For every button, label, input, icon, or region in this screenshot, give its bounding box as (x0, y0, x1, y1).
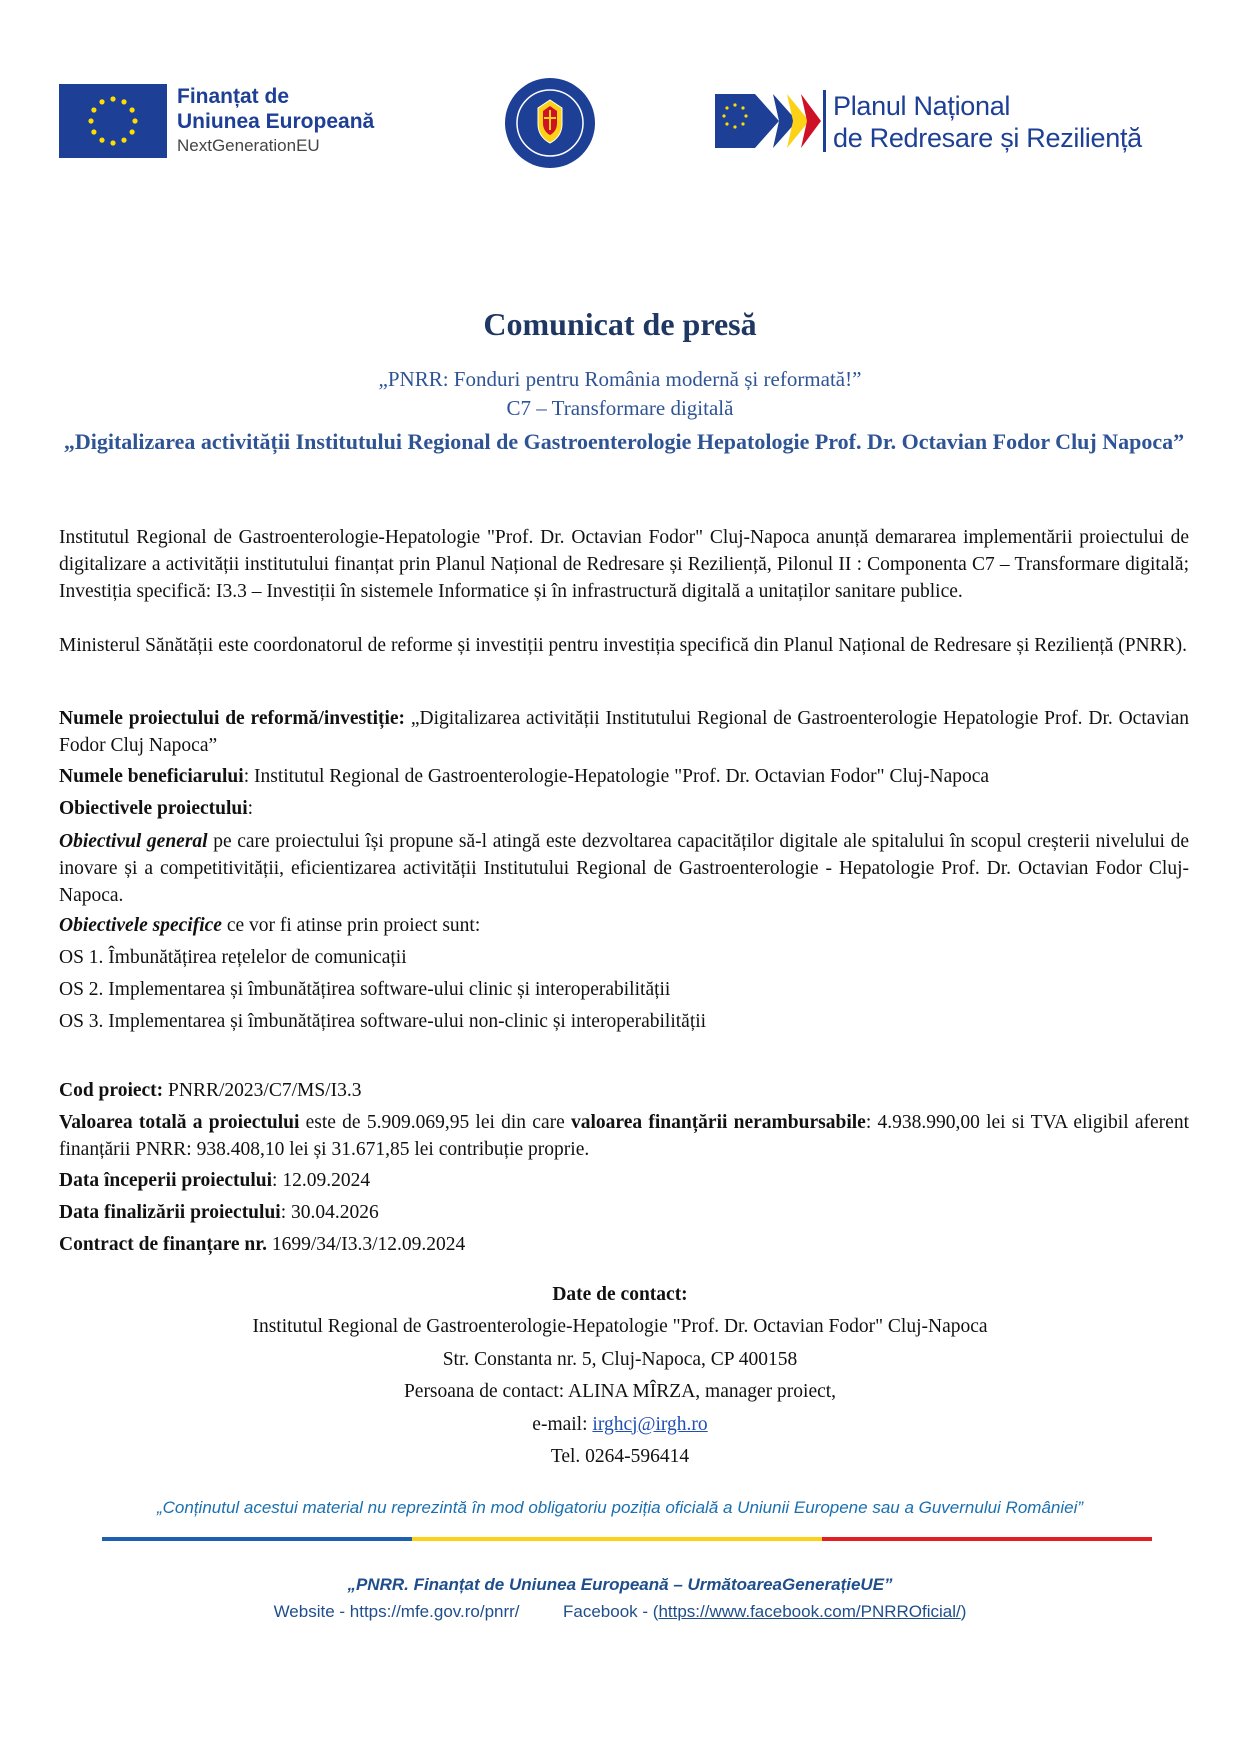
contract-value: 1699/34/I3.3/12.09.2024 (267, 1234, 466, 1255)
eu-logo-line1: Finanțat de (177, 85, 290, 108)
pnrr-logo (713, 86, 1183, 158)
eu-star (132, 118, 137, 123)
list-item: OS 1. Îmbunătățirea rețelelor de comunicații (59, 947, 407, 968)
total-value-text: este de 5.909.069,95 lei din care (299, 1112, 571, 1133)
beneficiary-value: : Institutul Regional de Gastroenterologie-Hepatologie "Prof. Dr. Octavian Fodor" Cluj-Napoca (243, 766, 990, 787)
eu-star (130, 107, 135, 112)
footer-links (0, 1602, 1240, 1622)
pnrr-arrow-icon (713, 86, 825, 156)
component-label: C7 – Transformare digitală (506, 396, 734, 420)
government-seal-icon (503, 76, 597, 170)
pnrr-logo-line2: de Redresare și Reziliență (833, 123, 1142, 153)
project-title: „Digitalizarea activității Institutului Regional de Gastroenterologie Hepatologie Prof. Dr. Octavian Fodor Cluj Napoca” (63, 429, 1185, 454)
eu-logo-line3: NextGenerationEU (177, 136, 320, 155)
start-date-line (59, 1167, 1189, 1194)
pnrr-divider (823, 90, 826, 152)
start-date-label: Data începerii proiectului (59, 1170, 273, 1191)
eu-star (88, 118, 93, 123)
project-code-label: Cod proiect: (59, 1080, 164, 1101)
general-objective-label: Obiectivul general (59, 831, 208, 852)
total-value-label: Valoarea totală a proiectului (59, 1112, 300, 1133)
website-link[interactable]: Website - https://mfe.gov.ro/pnrr/ (273, 1602, 520, 1621)
tricolor-divider (102, 1537, 1152, 1541)
project-name-value: „Digitalizarea activității Institutului Regional de Gastroenterologie Hepatologie Prof. Dr. Octavian Fodor Cluj Napoca” (59, 708, 1189, 756)
eu-logo-line2: Uniunea Europeană (177, 110, 375, 133)
start-date-value: : 12.09.2024 (272, 1170, 371, 1191)
eu-star (121, 99, 126, 104)
objectives-heading (59, 795, 1189, 822)
beneficiary-label: Numele beneficiarului (59, 766, 244, 787)
specific-objectives (59, 912, 1189, 939)
specific-objectives-label: Obiectivele specifice (59, 915, 222, 936)
pnrr-logo-line1: Planul Național (833, 91, 1011, 121)
eu-star (110, 140, 115, 145)
facebook-close: ) (960, 1602, 967, 1621)
footer-slogan: „PNRR. Finanțat de Uniunea Europeană – UrmătoareaGenerațieUE” (347, 1575, 893, 1594)
facebook-link[interactable]: https://www.facebook.com/PNRROficial/ (658, 1602, 961, 1621)
email-link[interactable]: irghcj@irgh.ro (592, 1413, 708, 1435)
project-name-label: Numele proiectului de reformă/investiție: (59, 708, 406, 729)
eu-star (91, 129, 96, 134)
nonrefundable-label: valoarea finanțării nerambursabile (570, 1112, 866, 1133)
eu-flag-icon (59, 84, 167, 158)
objectives-heading-label: Obiectivele proiectului (59, 798, 248, 819)
facebook-label: Facebook - ( (563, 1602, 659, 1621)
project-value-line (59, 1109, 1189, 1163)
list-item: OS 2. Implementarea și îmbunătățirea software-ului clinic și interoperabilității (59, 979, 671, 1000)
intro-paragraph: Institutul Regional de Gastroenterologie-Hepatologie "Prof. Dr. Octavian Fodor" Cluj-Napoca anunță demararea implementării proiectului de digitalizare a activității institutului finanțat prin Planul Național de Redresare și Reziliență, Pilonul II : Componenta C7 – Transformare digitală; Investiția specifică: I3.3 – Investiții în sistemele Informatice și în infrastructură digitală a unitaților sanitare publice. (59, 527, 1189, 602)
eu-star (91, 107, 96, 112)
specific-objectives-value: ce vor fi atinse prin proiect sunt: (221, 915, 481, 936)
end-date-value: : 30.04.2026 (280, 1202, 379, 1223)
email-label: e-mail: (532, 1413, 593, 1435)
nonrefundable-text: : 4.938.990,00 lei si TVA eligibil aferent finanțării PNRR: 938.408,10 lei și 31.671,85 lei contribuție proprie. (59, 1112, 1189, 1160)
end-date-label: Data finalizării proiectului (59, 1202, 281, 1223)
project-name-line (59, 705, 1189, 759)
eu-star (121, 138, 126, 143)
ministry-paragraph: Ministerul Sănătății este coordonatorul de reforme și investiții pentru investiția specifică din Planul Național de Redresare și Reziliență (PNRR). (59, 635, 1188, 656)
contact-phone: Tel. 0264-596414 (550, 1446, 690, 1468)
contact-email-line (0, 1409, 1240, 1441)
general-objective-value: pe care proiectului își propune să-l atingă este dezvoltarea capacităților digitale ale spitalului în scopul creșterii nivelului de inovare și a competitivității, eficientizarea activității Institutului Regional de Gastroenterologie - Hepatologie Prof. Dr. Octavian Fodor Cluj-Napoca. (59, 831, 1189, 906)
eu-star (99, 99, 104, 104)
disclaimer: „Conținutul acestui material nu reprezintă în mod obligatoriu poziția oficială a Uniunii Europene sau a Guvernului României” (156, 1498, 1084, 1517)
slogan: „PNRR: Fonduri pentru România modernă și reformată!” (378, 367, 862, 391)
list-item: OS 3. Implementarea și îmbunătățirea software-ului non-clinic și interoperabilității (59, 1011, 707, 1032)
contact-person: Persoana de contact: ALINA MÎRZA, manager proiect, (403, 1381, 837, 1403)
eu-star (110, 96, 115, 101)
beneficiary-line (59, 763, 1189, 790)
project-code-line (59, 1077, 1189, 1104)
contact-heading: Date de contact: (552, 1284, 688, 1305)
eu-funding-logo (59, 84, 399, 158)
eu-star (99, 138, 104, 143)
page-title: Comunicat de presă (483, 306, 757, 342)
contact-institution: Institutul Regional de Gastroenterologie-Hepatologie "Prof. Dr. Octavian Fodor" Cluj-Napoca (252, 1316, 988, 1338)
contract-line (59, 1231, 1189, 1258)
contact-block (0, 1279, 1240, 1473)
contact-address: Str. Constanta nr. 5, Cluj-Napoca, CP 400158 (442, 1348, 798, 1370)
contract-label: Contract de finanțare nr. (59, 1234, 267, 1255)
end-date-line (59, 1199, 1189, 1226)
general-objective (59, 828, 1189, 909)
project-code-value: PNRR/2023/C7/MS/I3.3 (163, 1080, 362, 1101)
eu-star (130, 129, 135, 134)
objectives-heading-suffix: : (247, 798, 254, 819)
